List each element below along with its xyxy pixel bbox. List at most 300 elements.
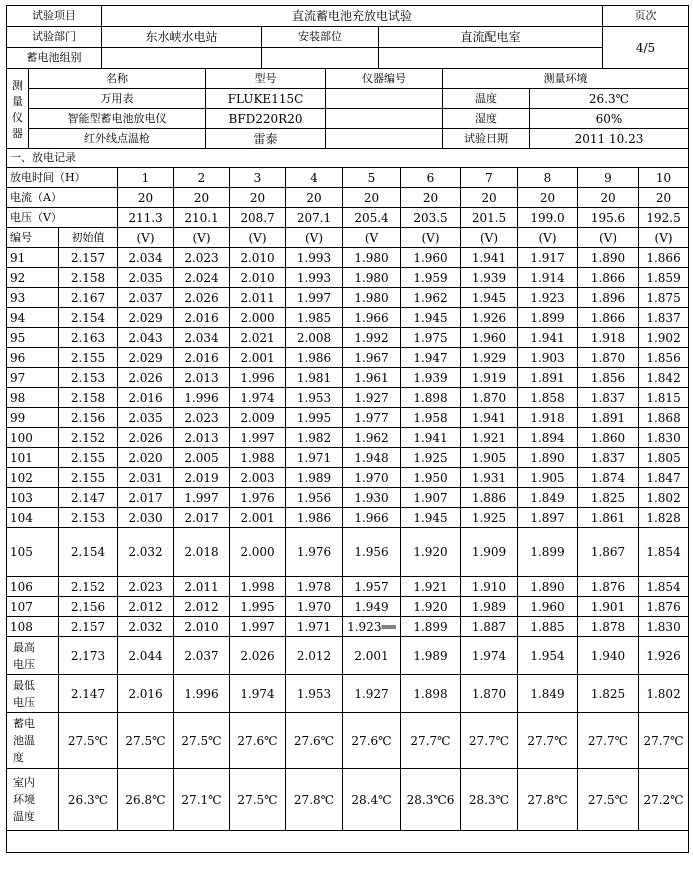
- table-row: [7, 328, 689, 348]
- env-value: 2011 10.23: [530, 129, 689, 149]
- cell-voltage: 1.899: [518, 308, 578, 328]
- instrument-number: [326, 129, 443, 149]
- cell-voltage: 1.961: [343, 368, 401, 388]
- cell-voltage: 1.976: [286, 528, 343, 577]
- current-value: 20: [518, 188, 578, 208]
- time-label: 放电时间（H）: [7, 168, 118, 188]
- col-number-header: 仪器编号: [326, 69, 443, 89]
- cell-voltage: 1.890: [518, 577, 578, 597]
- cell-initial: 2.157: [59, 248, 118, 268]
- cell-voltage: 1.856: [578, 368, 639, 388]
- cell-voltage: 1.847: [639, 468, 689, 488]
- cell-voltage: 1.945: [401, 508, 461, 528]
- cell-voltage: 1.919: [461, 368, 518, 388]
- cell-voltage: 2.017: [174, 508, 230, 528]
- cell-number: 97: [7, 368, 59, 388]
- cell-voltage: 1.960: [461, 328, 518, 348]
- instruments-side-label: 测量仪器: [7, 69, 29, 149]
- battery-temp-value: 27.7℃: [518, 713, 578, 769]
- cell-voltage: 1.885: [518, 617, 578, 637]
- cell-voltage: 2.013: [174, 368, 230, 388]
- cell-voltage: 1.956: [343, 528, 401, 577]
- cell-voltage: 2.000: [230, 308, 286, 328]
- cell-number: 98: [7, 388, 59, 408]
- cell-voltage: 1.861: [578, 508, 639, 528]
- max-voltage-value: 1.954: [518, 637, 578, 675]
- cell-number: 103: [7, 488, 59, 508]
- max-voltage-value: 2.026: [230, 637, 286, 675]
- instrument-model: 雷泰: [206, 129, 326, 149]
- cell-initial: 2.155: [59, 468, 118, 488]
- test-item-label: 试验项目: [7, 6, 102, 27]
- cell-number: 104: [7, 508, 59, 528]
- max-voltage-value: 2.044: [118, 637, 174, 675]
- cell-voltage: 1.948: [343, 448, 401, 468]
- cell-voltage: 1.966: [343, 308, 401, 328]
- cell-number: 107: [7, 597, 59, 617]
- hour-value: 5: [343, 168, 401, 188]
- unit-label: (V): [578, 228, 639, 248]
- cell-voltage: 2.024: [174, 268, 230, 288]
- room-temp-value: 27.5℃: [578, 769, 639, 831]
- cell-voltage: 1.859: [639, 268, 689, 288]
- cell-voltage: 1.870: [461, 388, 518, 408]
- cell-voltage: 1.899: [401, 617, 461, 637]
- cell-voltage: 1.949: [343, 597, 401, 617]
- cell-voltage: 1.956: [286, 488, 343, 508]
- cell-voltage: 1.875: [639, 288, 689, 308]
- env-value: 60%: [530, 109, 689, 129]
- battery-temp-value: 27.6℃: [230, 713, 286, 769]
- cell-number: 101: [7, 448, 59, 468]
- table-row: [7, 831, 689, 853]
- cell-initial: 2.163: [59, 328, 118, 348]
- cell-voltage: 1.970: [286, 597, 343, 617]
- max-voltage-label: 最高电压: [7, 637, 59, 675]
- cell-voltage: 1.945: [461, 288, 518, 308]
- battery-temp-value: 27.7℃: [639, 713, 689, 769]
- cell-voltage: 1.876: [578, 577, 639, 597]
- cell-voltage: 1.905: [518, 468, 578, 488]
- table-row: [7, 168, 689, 188]
- cell-voltage: 1.953: [286, 388, 343, 408]
- cell-voltage: 1.970: [343, 468, 401, 488]
- table-row: [7, 188, 689, 208]
- max-voltage-value: 2.037: [174, 637, 230, 675]
- cell-voltage: 2.023: [174, 248, 230, 268]
- cell-voltage: 1.837: [578, 388, 639, 408]
- cell-voltage: 1.988: [230, 448, 286, 468]
- cell-voltage: 2.032: [118, 617, 174, 637]
- cell-voltage: 1.996: [230, 368, 286, 388]
- table-row: [7, 508, 689, 528]
- cell-voltage: 1.860: [578, 428, 639, 448]
- table-row: [7, 228, 689, 248]
- room-temp-value: 27.8℃: [286, 769, 343, 831]
- table-row: [7, 577, 689, 597]
- cell-voltage: 2.020: [118, 448, 174, 468]
- unit-label: (V): [461, 228, 518, 248]
- cell-voltage: 2.016: [174, 348, 230, 368]
- cell-voltage: 2.001: [230, 348, 286, 368]
- room-temp-value: 27.8℃: [518, 769, 578, 831]
- env-label: 试验日期: [443, 129, 530, 149]
- hour-value: 8: [518, 168, 578, 188]
- battery-temp-value: 27.5℃: [174, 713, 230, 769]
- cell-voltage: 1.896: [578, 288, 639, 308]
- cell-voltage: 1.962: [343, 428, 401, 448]
- cell-voltage: 1.891: [518, 368, 578, 388]
- cell-voltage: 2.008: [286, 328, 343, 348]
- cell-voltage: 1.959: [401, 268, 461, 288]
- cell-voltage: 2.035: [118, 408, 174, 428]
- cell-voltage: 1.868: [639, 408, 689, 428]
- max-voltage-value: 2.173: [59, 637, 118, 675]
- cell-voltage: 1.980: [343, 288, 401, 308]
- cell-initial: 2.147: [59, 488, 118, 508]
- voltage-value: 195.6: [578, 208, 639, 228]
- cell-voltage: 2.016: [174, 308, 230, 328]
- cell-voltage: 1.966: [343, 508, 401, 528]
- max-voltage-value: 2.001: [343, 637, 401, 675]
- battery-temp-value: 27.5℃: [118, 713, 174, 769]
- current-value: 20: [286, 188, 343, 208]
- cell-voltage: 1.876: [639, 597, 689, 617]
- min-voltage-value: 1.802: [639, 675, 689, 713]
- cell-voltage: 1.986: [286, 348, 343, 368]
- cell-voltage: 1.958: [401, 408, 461, 428]
- cell-voltage: 1.917: [518, 248, 578, 268]
- cell-voltage: 1.897: [518, 508, 578, 528]
- cell-number: 106: [7, 577, 59, 597]
- cell-voltage: 2.035: [118, 268, 174, 288]
- cell-initial: 2.155: [59, 348, 118, 368]
- table-row: [7, 528, 689, 577]
- cell-voltage: 1.923══: [343, 617, 401, 637]
- cell-number: 100: [7, 428, 59, 448]
- battery-temp-value: 27.5℃: [59, 713, 118, 769]
- cell-voltage: 1.971: [286, 448, 343, 468]
- cell-voltage: 1.894: [518, 428, 578, 448]
- hour-value: 10: [639, 168, 689, 188]
- current-value: 20: [118, 188, 174, 208]
- cell-voltage: 1.975: [401, 328, 461, 348]
- unit-label: (V): [401, 228, 461, 248]
- cell-voltage: 1.980: [343, 248, 401, 268]
- cell-voltage: 1.830: [639, 428, 689, 448]
- test-item-value: 直流蓄电池充放电试验: [102, 6, 603, 27]
- cell-voltage: 1.842: [639, 368, 689, 388]
- cell-initial: 2.158: [59, 388, 118, 408]
- empty-cell: [262, 48, 379, 69]
- cell-voltage: 1.980: [343, 268, 401, 288]
- cell-voltage: 1.866: [578, 308, 639, 328]
- cell-voltage: 1.815: [639, 388, 689, 408]
- room-temp-value: 26.3℃: [59, 769, 118, 831]
- room-temp-value: 28.4℃: [343, 769, 401, 831]
- table-row: [7, 428, 689, 448]
- unit-label: (V: [343, 228, 401, 248]
- cell-number: 108: [7, 617, 59, 637]
- battery-group-label: 蓄电池组别: [7, 48, 102, 69]
- cell-voltage: 1.866: [639, 248, 689, 268]
- cell-voltage: 1.910: [461, 577, 518, 597]
- current-value: 20: [639, 188, 689, 208]
- instrument-name: 智能型蓄电池放电仪: [29, 109, 206, 129]
- table-row: [7, 597, 689, 617]
- cell-voltage: 2.043: [118, 328, 174, 348]
- cell-voltage: 2.029: [118, 308, 174, 328]
- min-voltage-value: 1.849: [518, 675, 578, 713]
- cell-voltage: 1.898: [401, 388, 461, 408]
- cell-voltage: 2.034: [174, 328, 230, 348]
- cell-voltage: 1.941: [461, 248, 518, 268]
- battery-temp-value: 27.7℃: [578, 713, 639, 769]
- cell-voltage: 1.967: [343, 348, 401, 368]
- cell-voltage: 1.909: [461, 528, 518, 577]
- current-value: 20: [401, 188, 461, 208]
- unit-label: (V): [639, 228, 689, 248]
- cell-voltage: 2.026: [118, 368, 174, 388]
- cell-number: 92: [7, 268, 59, 288]
- cell-voltage: 1.926: [461, 308, 518, 328]
- install-location-label: 安装部位: [262, 27, 379, 48]
- cell-voltage: 2.017: [118, 488, 174, 508]
- hour-value: 6: [401, 168, 461, 188]
- cell-voltage: 1.950: [401, 468, 461, 488]
- hour-value: 1: [118, 168, 174, 188]
- cell-voltage: 1.903: [518, 348, 578, 368]
- install-location-value: 直流配电室: [379, 27, 603, 48]
- cell-voltage: 2.021: [230, 328, 286, 348]
- section-title: 一、放电记录: [7, 149, 689, 168]
- cell-voltage: 2.030: [118, 508, 174, 528]
- voltage-value: 199.0: [518, 208, 578, 228]
- cell-voltage: 2.012: [174, 597, 230, 617]
- cell-voltage: 1.941: [518, 328, 578, 348]
- battery-temp-value: 27.6℃: [343, 713, 401, 769]
- instrument-name: 红外线点温枪: [29, 129, 206, 149]
- test-record-sheet: [6, 5, 688, 853]
- room-temp-value: 28.3℃6: [401, 769, 461, 831]
- cell-voltage: 1.890: [578, 248, 639, 268]
- cell-voltage: 1.866: [578, 268, 639, 288]
- cell-voltage: 1.837: [578, 448, 639, 468]
- min-voltage-value: 1.870: [461, 675, 518, 713]
- footer-row: [7, 831, 689, 853]
- col-model-header: 型号: [206, 69, 326, 89]
- cell-voltage: 1.997: [230, 617, 286, 637]
- cell-voltage: 2.026: [174, 288, 230, 308]
- unit-label: (V): [286, 228, 343, 248]
- cell-initial: 2.156: [59, 597, 118, 617]
- current-value: 20: [343, 188, 401, 208]
- room-temp-value: 28.3℃: [461, 769, 518, 831]
- cell-voltage: 1.901: [578, 597, 639, 617]
- room-temp-value: 27.5℃: [230, 769, 286, 831]
- cell-voltage: 1.974: [230, 388, 286, 408]
- cell-voltage: 1.921: [461, 428, 518, 448]
- battery-temp-value: 27.7℃: [401, 713, 461, 769]
- table-row: [7, 769, 689, 831]
- room-temp-value: 27.2℃: [639, 769, 689, 831]
- cell-voltage: 1.878: [578, 617, 639, 637]
- voltage-value: 210.1: [174, 208, 230, 228]
- table-row: [7, 488, 689, 508]
- table-row: [7, 288, 689, 308]
- table-row: [7, 388, 689, 408]
- cell-voltage: 1.828: [639, 508, 689, 528]
- room-temp-label: 室内环境温度: [7, 769, 59, 831]
- cell-voltage: 2.019: [174, 468, 230, 488]
- cell-voltage: 1.989: [286, 468, 343, 488]
- cell-initial: 2.154: [59, 308, 118, 328]
- cell-voltage: 1.998: [230, 577, 286, 597]
- cell-initial: 2.157: [59, 617, 118, 637]
- cell-number: 93: [7, 288, 59, 308]
- cell-voltage: 1.837: [639, 308, 689, 328]
- cell-voltage: 2.013: [174, 428, 230, 448]
- cell-initial: 2.156: [59, 408, 118, 428]
- cell-voltage: 1.930: [343, 488, 401, 508]
- table-row: [7, 348, 689, 368]
- cell-voltage: 2.000: [230, 528, 286, 577]
- cell-voltage: 2.010: [230, 268, 286, 288]
- cell-voltage: 1.905: [461, 448, 518, 468]
- voltage-value: 201.5: [461, 208, 518, 228]
- room-temp-value: 27.1℃: [174, 769, 230, 831]
- cell-voltage: 1.920: [401, 528, 461, 577]
- min-voltage-value: 1.927: [343, 675, 401, 713]
- table-row: [7, 468, 689, 488]
- cell-voltage: 1.923: [518, 288, 578, 308]
- instrument-number: [326, 89, 443, 109]
- current-value: 20: [461, 188, 518, 208]
- cell-number: 102: [7, 468, 59, 488]
- min-voltage-value: 1.996: [174, 675, 230, 713]
- cell-voltage: 1.989: [461, 597, 518, 617]
- cell-voltage: 1.925: [461, 508, 518, 528]
- number-header: 编号: [7, 228, 59, 248]
- cell-voltage: 2.012: [118, 597, 174, 617]
- instruments-table: [6, 68, 689, 149]
- cell-voltage: 1.981: [286, 368, 343, 388]
- cell-initial: 2.153: [59, 368, 118, 388]
- hour-value: 3: [230, 168, 286, 188]
- max-voltage-value: 1.989: [401, 637, 461, 675]
- cell-voltage: 2.034: [118, 248, 174, 268]
- min-voltage-value: 2.016: [118, 675, 174, 713]
- cell-voltage: 1.960: [401, 248, 461, 268]
- cell-voltage: 1.978: [286, 577, 343, 597]
- cell-voltage: 1.899: [518, 528, 578, 577]
- instrument-model: BFD220R20: [206, 109, 326, 129]
- cell-voltage: 2.029: [118, 348, 174, 368]
- env-label: 温度: [443, 89, 530, 109]
- battery-temp-label: 蓄电池温度: [7, 713, 59, 769]
- cell-voltage: 2.032: [118, 528, 174, 577]
- cell-voltage: 1.886: [461, 488, 518, 508]
- cell-voltage: 1.887: [461, 617, 518, 637]
- env-label: 湿度: [443, 109, 530, 129]
- cell-voltage: 1.931: [461, 468, 518, 488]
- unit-label: (V): [174, 228, 230, 248]
- unit-label: (V): [118, 228, 174, 248]
- cell-voltage: 1.986: [286, 508, 343, 528]
- table-row: [7, 675, 689, 713]
- current-value: 20: [174, 188, 230, 208]
- min-voltage-value: 1.953: [286, 675, 343, 713]
- cell-voltage: 1.849: [518, 488, 578, 508]
- cell-initial: 2.155: [59, 448, 118, 468]
- current-value: 20: [578, 188, 639, 208]
- unit-label: (V): [230, 228, 286, 248]
- cell-voltage: 1.993: [286, 248, 343, 268]
- table-row: [7, 308, 689, 328]
- cell-voltage: 1.854: [639, 528, 689, 577]
- cell-initial: 2.152: [59, 577, 118, 597]
- cell-voltage: 1.977: [343, 408, 401, 428]
- cell-voltage: 2.018: [174, 528, 230, 577]
- cell-voltage: 1.918: [578, 328, 639, 348]
- cell-voltage: 1.858: [518, 388, 578, 408]
- cell-voltage: 2.037: [118, 288, 174, 308]
- cell-voltage: 1.985: [286, 308, 343, 328]
- table-row: [7, 637, 689, 675]
- min-voltage-value: 2.147: [59, 675, 118, 713]
- col-name-header: 名称: [29, 69, 206, 89]
- cell-voltage: 2.010: [174, 617, 230, 637]
- max-voltage-value: 1.926: [639, 637, 689, 675]
- cell-voltage: 1.945: [401, 308, 461, 328]
- voltage-label: 电压（V）: [7, 208, 118, 228]
- cell-voltage: 1.856: [639, 348, 689, 368]
- cell-voltage: 1.870: [578, 348, 639, 368]
- cell-voltage: 1.874: [578, 468, 639, 488]
- cell-initial: 2.167: [59, 288, 118, 308]
- discharge-table: [6, 148, 689, 853]
- voltage-value: 205.4: [343, 208, 401, 228]
- cell-voltage: 1.939: [461, 268, 518, 288]
- max-voltage-value: 1.974: [461, 637, 518, 675]
- table-row: [7, 368, 689, 388]
- cell-voltage: 2.016: [118, 388, 174, 408]
- table-row: [7, 268, 689, 288]
- col-environment-header: 测量环境: [443, 69, 689, 89]
- cell-number: 95: [7, 328, 59, 348]
- room-temp-value: 26.8℃: [118, 769, 174, 831]
- page-label: 页次: [603, 6, 689, 27]
- cell-number: 94: [7, 308, 59, 328]
- cell-voltage: 1.947: [401, 348, 461, 368]
- cell-voltage: 1.957: [343, 577, 401, 597]
- cell-voltage: 1.918: [518, 408, 578, 428]
- battery-temp-value: 27.7℃: [461, 713, 518, 769]
- cell-voltage: 1.867: [578, 528, 639, 577]
- hour-value: 7: [461, 168, 518, 188]
- cell-number: 105: [7, 528, 59, 577]
- env-value: 26.3℃: [530, 89, 689, 109]
- max-voltage-value: 2.012: [286, 637, 343, 675]
- cell-voltage: 1.802: [639, 488, 689, 508]
- cell-voltage: 1.992: [343, 328, 401, 348]
- department-label: 试验部门: [7, 27, 102, 48]
- header-table: [6, 5, 689, 69]
- min-voltage-value: 1.974: [230, 675, 286, 713]
- table-row: [7, 408, 689, 428]
- current-value: 20: [230, 188, 286, 208]
- cell-voltage: 1.995: [230, 597, 286, 617]
